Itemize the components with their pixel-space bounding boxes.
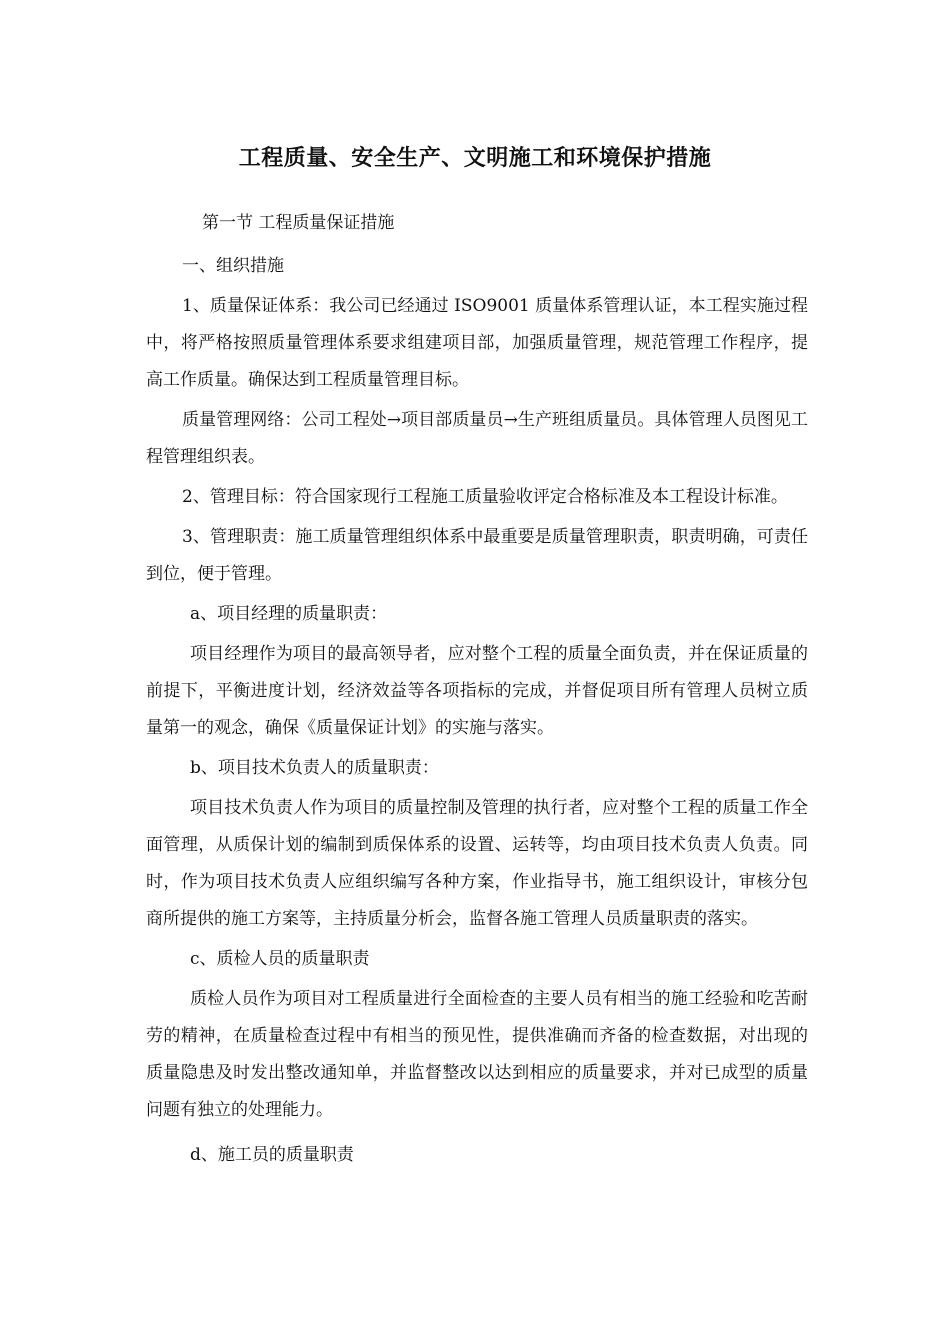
heading-technical-lead-duties: b、项目技术负责人的质量职责： [190,758,439,778]
paragraph-quality-network: 质量管理网络：公司工程处→项目部质量员→生产班组质量员。具体管理人员图见工程管理组织表。 [146,410,808,467]
paragraph-technical-lead-duties: 项目技术负责人作为项目的质量控制及管理的执行者，应对整个工程的质量工作全面管理，从质保计划的编制到质保体系的设置、运转等，均由项目技术负责人负责。同时，作为项目技术负责人应组织编写各种方案，作业指导书，施工组织设计，审核分包商所提供的施工方案等，主持质量分析会，监督各施工管理人员质量职责的落实。 [146,798,808,929]
paragraph-project-manager-duties: 项目经理作为项目的最高领导者，应对整个工程的质量全面负责，并在保证质量的前提下，平衡进度计划，经济效益等各项指标的完成，并督促项目所有管理人员树立质量第一的观念，确保《质量保证计划》的实施与落实。 [146,644,808,738]
subsection-heading: 一、组织措施 [182,256,284,276]
heading-construction-staff-duties: d、施工员的质量职责 [190,1145,354,1165]
paragraph-inspector-duties: 质检人员作为项目对工程质量进行全面检查的主要人员有相当的施工经验和吃苦耐劳的精神，在质量检查过程中有相当的预见性，提供准确而齐备的检查数据，对出现的质量隐患及时发出整改通知单，并监督整改以达到相应的质量要求，并对已成型的质量问题有独立的处理能力。 [146,989,808,1120]
paragraph-management-duties: 3、管理职责：施工质量管理组织体系中最重要是质量管理职责，职责明确，可责任到位，便于管理。 [146,527,808,584]
paragraph-management-goal: 2、管理目标：符合国家现行工程施工质量验收评定合格标准及本工程设计标准。 [182,487,788,507]
heading-inspector-duties: c、质检人员的质量职责 [190,949,370,969]
heading-project-manager-duties: a、项目经理的质量职责： [190,604,388,624]
paragraph-quality-system: 1、质量保证体系：我公司已经通过 ISO9001 质量体系管理认证，本工程实施过程中，将严格按照质量管理体系要求组建项目部，加强质量管理，规范管理工作程序，提高工作质量。确保达到工程质量管理目标。 [146,296,808,390]
document-body [146,205,808,1174]
document-title: 工程质量、安全生产、文明施工和环境保护措施 [238,145,712,171]
section-heading: 第一节 工程质量保证措施 [202,213,395,233]
